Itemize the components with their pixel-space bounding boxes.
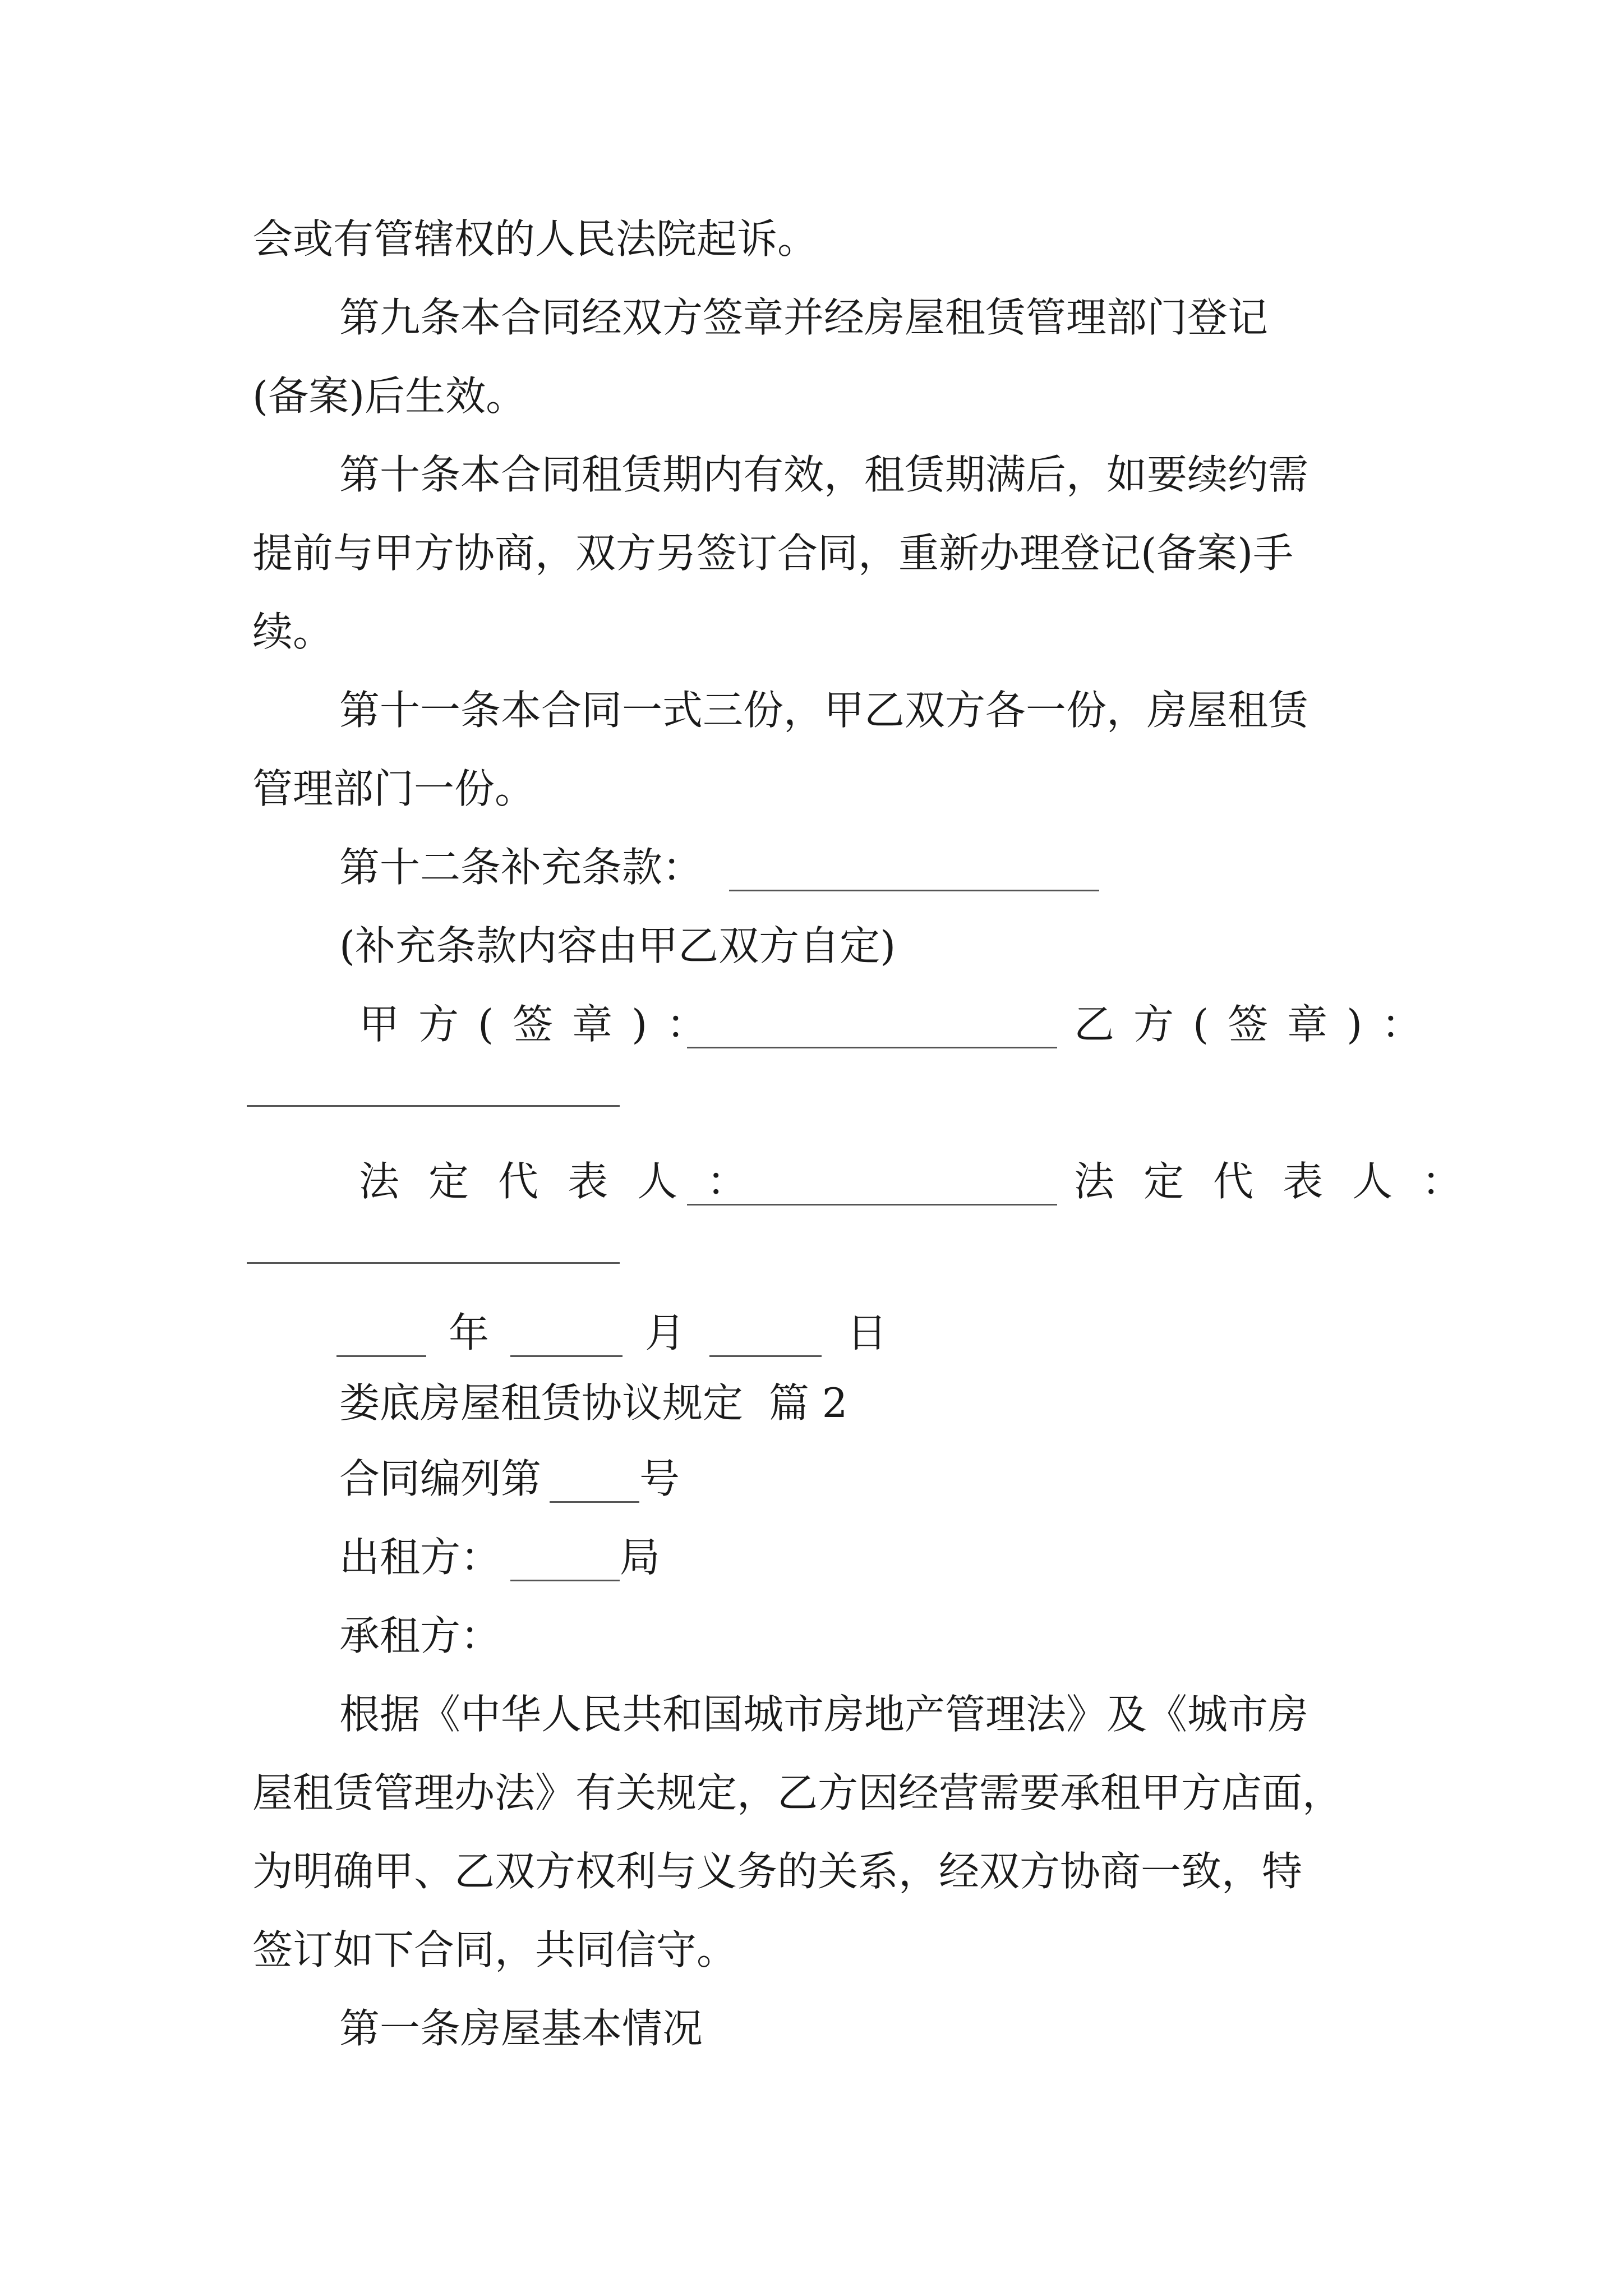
blank-line — [687, 1047, 1057, 1048]
text-line: 会或有管辖权的人民法院起诉。 — [252, 215, 818, 263]
party-b-representative-label: 法定代表人： — [1074, 1158, 1492, 1205]
party-b-representative-blank — [0, 1240, 1623, 1324]
article-10-line-2 — [0, 530, 1623, 617]
party-a-signature-label: 甲方(签章)： — [359, 1001, 726, 1048]
article-9-line-1 — [0, 294, 1623, 381]
text-line: 第九条本合同经双方签章并经房屋租赁管理部门登记 — [339, 294, 1269, 341]
text-line: (补充条款内容由甲乙双方自定) — [339, 922, 896, 969]
day-blank — [709, 1355, 822, 1357]
text-line: 为明确甲、乙双方权利与义务的关系，经双方协商一致，特 — [252, 1848, 1303, 1895]
text-line: 第一条房屋基本情况 — [339, 2005, 703, 2052]
party-b-signature-blank — [0, 1083, 1623, 1167]
blank-line — [687, 1204, 1057, 1205]
text-line: 管理部门一份。 — [252, 765, 536, 812]
text-line: 续。 — [252, 608, 334, 655]
text-line: (备案)后生效。 — [252, 372, 527, 420]
contract-number-label: 合同编列第 — [339, 1455, 542, 1502]
year-blank — [336, 1355, 426, 1357]
text-line: 第十二条补充条款： — [339, 844, 703, 891]
article-9-line-2 — [0, 372, 1623, 460]
text-line: 第十条本合同租赁期内有效，租赁期满后，如要续约需 — [339, 451, 1309, 498]
section-title — [0, 1379, 1623, 1467]
month-blank — [510, 1355, 623, 1357]
lessee-label: 承租方： — [339, 1612, 501, 1659]
month-label: 月 — [645, 1309, 686, 1356]
article-12-line — [0, 844, 1623, 931]
preamble-line-3 — [0, 1848, 1623, 1935]
party-signature-line — [0, 1001, 1623, 1088]
lessee-line — [0, 1612, 1623, 1700]
article-11-line-2 — [0, 765, 1623, 853]
paragraph-line — [0, 215, 1623, 303]
text-line: 屋租赁管理办法》有关规定，乙方因经营需要承租甲方店面， — [252, 1769, 1343, 1816]
preamble-line-2 — [0, 1769, 1623, 1857]
contract-number-suffix: 号 — [639, 1455, 680, 1502]
lessor-line — [0, 1534, 1623, 1621]
blank-line — [247, 1262, 620, 1264]
day-label: 日 — [847, 1309, 888, 1356]
text-line: 根据《中华人民共和国城市房地产管理法》及《城市房 — [339, 1691, 1309, 1738]
article-1-heading-line — [0, 2005, 1623, 2092]
article-10-line-3 — [0, 608, 1623, 696]
contract-number-line — [0, 1455, 1623, 1543]
supplement-note-line — [0, 922, 1623, 1010]
text-line: 第十一条本合同一式三份，甲乙双方各一份，房屋租赁 — [339, 687, 1309, 734]
blank-line — [510, 1580, 620, 1581]
lessor-label: 出租方： — [339, 1534, 501, 1581]
text-line: 提前与甲方协商，双方另签订合同，重新办理登记(备案)手 — [252, 530, 1294, 577]
lessor-suffix: 局 — [620, 1534, 661, 1581]
legal-representative-line — [0, 1158, 1623, 1245]
party-a-representative-label: 法定代表人： — [359, 1158, 777, 1205]
text-line: 签订如下合同，共同信守。 — [252, 1926, 737, 1973]
party-b-signature-label: 乙方(签章)： — [1074, 1001, 1441, 1048]
article-11-line-1 — [0, 687, 1623, 774]
year-label: 年 — [449, 1309, 490, 1356]
section-heading: 娄底房屋租赁协议规定 篇 2 — [339, 1379, 848, 1427]
blank-line — [247, 1105, 620, 1107]
blank-line — [729, 890, 1099, 891]
preamble-line-1 — [0, 1691, 1623, 1778]
article-10-line-1 — [0, 451, 1623, 539]
preamble-line-4 — [0, 1926, 1623, 2014]
blank-line — [550, 1501, 639, 1503]
